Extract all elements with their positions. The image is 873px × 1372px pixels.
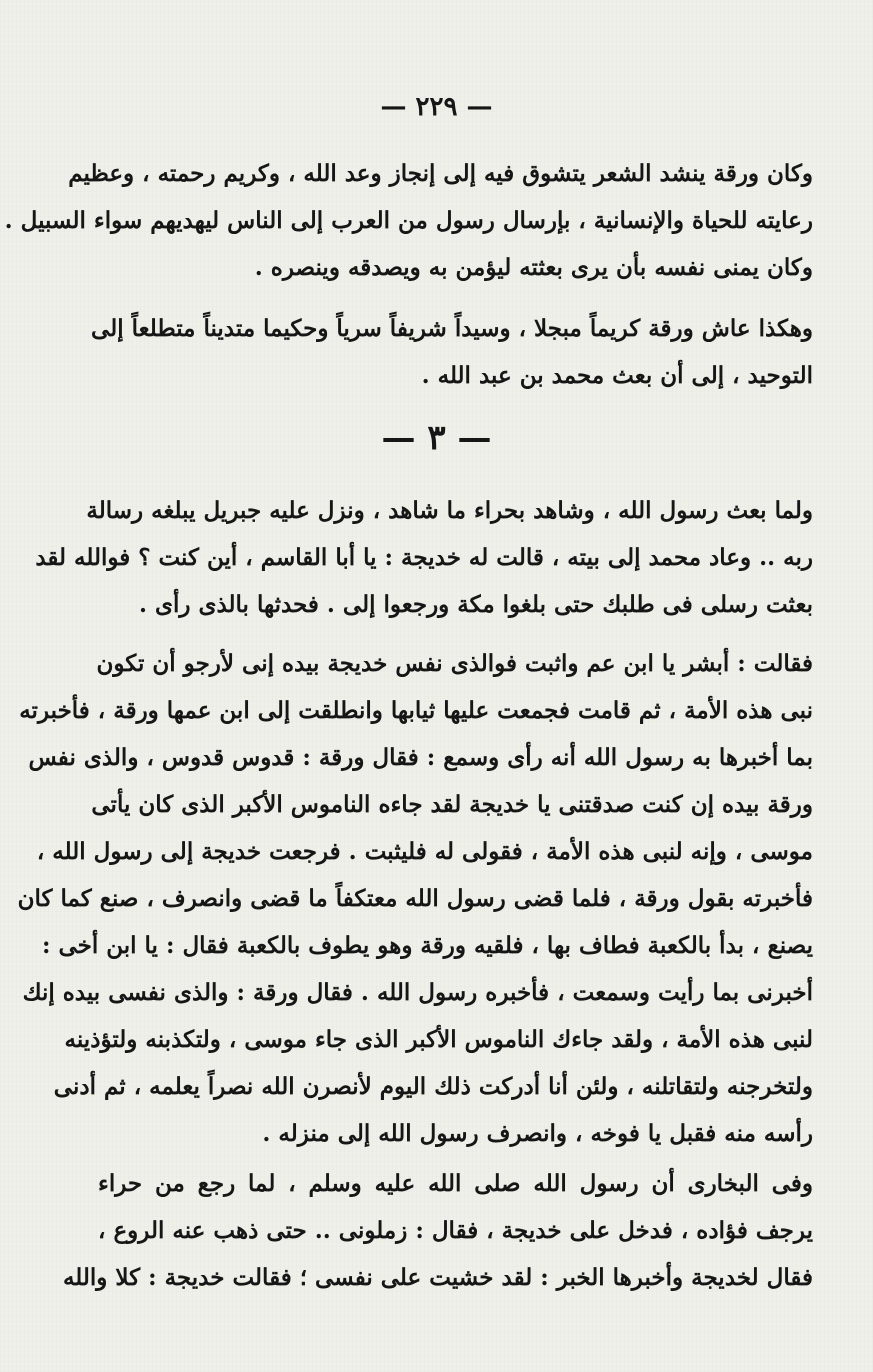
- text-line: ورقة بيده إن كنت صدقتنى يا خديجة لقد جاءه الناموس الأكبر الذى كان يأتى: [91, 791, 813, 818]
- section-number: — ٣ —: [381, 418, 492, 458]
- text-line: أخبرنى بما رأيت وسمعت ، فأخبره رسول الله . فقال ورقة : والذى نفسى بيده إنك: [22, 979, 813, 1006]
- paragraph-1: [4, 150, 813, 291]
- text-line: فأخبرته بقول ورقة ، فلما قضى رسول الله معتكفاً ما قضى وانصرف ، صنع كما كان: [17, 885, 813, 912]
- text-line: بعثت رسلى فى طلبك حتى بلغوا مكة ورجعوا إلى . فحدثها بالذى رأى .: [138, 591, 813, 618]
- text-line: رعايته للحياة والإنسانية ، بإرسال رسول من العرب إلى الناس ليهديهم سواء السبيل .: [4, 207, 813, 234]
- text-line: وفى البخارى أن رسول الله صلى الله عليه وسلم ، لما رجع من حراء: [98, 1170, 813, 1197]
- text-line: فقالت : أبشر يا ابن عم واثبت فوالذى نفس خديجة بيده إنى لأرجو أن تكون: [96, 650, 813, 677]
- text-line: نبى هذه الأمة ، ثم قامت فجمعت عليها ثيابها وانطلقت إلى ابن عمها ورقة ، فأخبرته: [19, 697, 813, 724]
- text-line: موسى ، وإنه لنبى هذه الأمة ، فقولى له فليثبت . فرجعت خديجة إلى رسول الله ،: [36, 838, 813, 865]
- text-line: التوحيد ، إلى أن بعث محمد بن عبد الله .: [421, 362, 813, 389]
- text-line: فقال لخديجة وأخبرها الخبر : لقد خشيت على نفسى ؛ فقالت خديجة : كلا والله: [62, 1264, 813, 1291]
- text-line: ربه .. وعاد محمد إلى بيته ، قالت له خديجة : يا أبا القاسم ، أين كنت ؟ فوالله لقد: [35, 544, 813, 571]
- text-line: يرجف فؤاده ، فدخل على خديجة ، فقال : زملونى .. حتى ذهب عنه الروع ،: [98, 1217, 813, 1244]
- text-line: رأسه منه فقبل يا فوخه ، وانصرف رسول الله إلى منزله .: [262, 1120, 813, 1147]
- page-number: — ٢٢٩ —: [380, 92, 493, 122]
- text-line: يصنع ، بدأ بالكعبة فطاف بها ، فلقيه ورقة وهو يطوف بالكعبة فقال : يا ابن أخى :: [41, 932, 813, 959]
- text-line: وكان ورقة ينشد الشعر يتشوق فيه إلى إنجاز وعد الله ، وكريم رحمته ، وعظيم: [68, 160, 813, 187]
- text-line: وهكذا عاش ورقة كريماً مبجلا ، وسيداً شريفاً سرياً وحكيما متديناً متطلعاً إلى: [91, 315, 813, 342]
- text-line: ولما بعث رسول الله ، وشاهد بحراء ما شاهد ، ونزل عليه جبريل يبلغه رسالة: [86, 497, 813, 524]
- text-line: بما أخبرها به رسول الله أنه رأى وسمع : فقال ورقة : قدوس قدوس ، والذى نفس: [28, 744, 813, 771]
- text-line: لنبى هذه الأمة ، ولقد جاءك الناموس الأكبر الذى جاء موسى ، ولتكذبنه ولتؤذينه: [64, 1026, 813, 1053]
- paragraph-3: [35, 487, 813, 628]
- paragraph-4: [17, 640, 813, 1157]
- text-line: وكان يمنى نفسه بأن يرى بعثته ليؤمن به ويصدقه وينصره .: [254, 254, 813, 281]
- paragraph-2: [91, 305, 813, 399]
- paragraph-5: [62, 1160, 813, 1301]
- text-line: ولتخرجنه ولتقاتلنه ، ولئن أنا أدركت ذلك اليوم لأنصرن الله نصراً يعلمه ، ثم أدنى: [53, 1073, 813, 1100]
